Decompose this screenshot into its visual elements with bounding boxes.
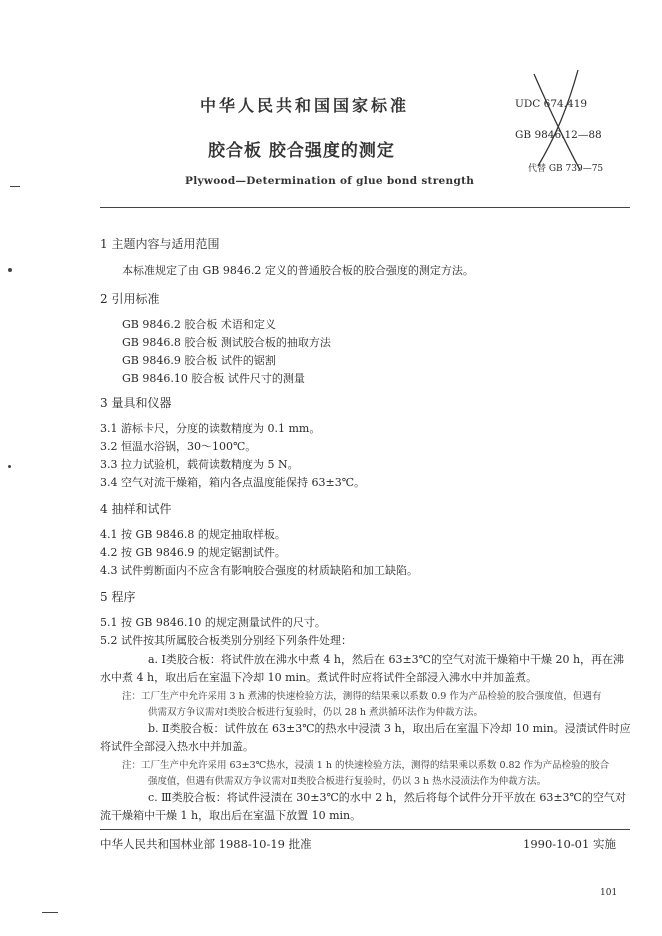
gb-number: GB 9846.12—88 xyxy=(515,129,602,141)
udc-code: UDC 674.419 xyxy=(515,98,588,110)
note-b-line: 强度值，但遇有供需双方争议需对Ⅱ类胶合板进行复验时，仍以 3 h 热水浸渍法作为仲裁方法。 xyxy=(148,776,547,787)
note-a-line: 注：工厂生产中允许采用 3 h 煮沸的快速检验方法，测得的结果乘以系数 0.9 作为产品检验的胶合强度值，但遇有 xyxy=(122,691,602,702)
condition-c-line: c. Ⅲ类胶合板：将试件浸渍在 30±3℃的水中 2 h，然后将每个试件分开平放在 63±3℃的空气对 xyxy=(148,791,626,804)
document-title-cn: 胶合板 胶合强度的测定 xyxy=(208,141,395,161)
instrument-item: 3.1 游标卡尺，分度的读数精度为 0.1 mm。 xyxy=(100,422,321,435)
procedure-item: 5.2 试件按其所属胶合板类别分别经下列条件处理： xyxy=(100,634,352,647)
sampling-item: 4.3 试件剪断面内不应含有影响胶合强度的材质缺陷和加工缺陷。 xyxy=(100,564,418,577)
national-standard-header: 中华人民共和国国家标准 xyxy=(200,96,410,115)
section-2-heading: 2 引用标准 xyxy=(100,292,160,306)
reference-item: GB 9846.2 胶合板 术语和定义 xyxy=(122,318,276,331)
instrument-item: 3.4 空气对流干燥箱，箱内各点温度能保持 63±3℃。 xyxy=(100,476,366,489)
scan-mark xyxy=(42,912,58,913)
scan-dot xyxy=(8,465,11,468)
section-4-heading: 4 抽样和试件 xyxy=(100,502,172,516)
section-3-heading: 3 量具和仪器 xyxy=(100,396,172,410)
section-1-body: 本标准规定了由 GB 9846.2 定义的普通胶合板的胶合强度的测定方法。 xyxy=(122,264,474,277)
sampling-item: 4.2 按 GB 9846.9 的规定锯割试件。 xyxy=(100,546,286,559)
reference-item: GB 9846.9 胶合板 试件的锯割 xyxy=(122,354,276,367)
instrument-item: 3.3 拉力试验机，载荷读数精度为 5 N。 xyxy=(100,458,299,471)
note-b-line: 注：工厂生产中允许采用 63±3℃热水，浸渍 1 h 的快速检验方法，测得的结果乘以系数 0.82 作为产品检验的胶合 xyxy=(122,760,610,771)
document-title-en: Plywood—Determination of glue bond strength xyxy=(185,175,475,187)
replaces-standard: 代替 GB 739—75 xyxy=(528,164,604,174)
section-1-heading: 1 主题内容与适用范围 xyxy=(100,237,220,251)
note-a-line: 供需双方争议需对Ⅰ类胶合板进行复验时，仍以 28 h 煮洪循环法作为仲裁方法。 xyxy=(148,707,484,718)
scan-mark xyxy=(10,186,20,187)
condition-b-line: b. Ⅱ类胶合板：试件放在 63±3℃的热水中浸渍 3 h，取出后在室温下冷却 10 min。浸渍试件时应 xyxy=(148,722,631,735)
condition-a-line: a. Ⅰ类胶合板：将试件放在沸水中煮 4 h，然后在 63±3℃的空气对流干燥箱中干燥 20 h，再在沸 xyxy=(148,653,625,666)
approval-line: 中华人民共和国林业部 1988-10-19 批准 xyxy=(100,837,312,851)
page-number: 101 xyxy=(600,888,618,898)
procedure-item: 5.1 按 GB 9846.10 的规定测量试件的尺寸。 xyxy=(100,616,326,629)
footer-divider xyxy=(100,829,630,830)
condition-b-line: 将试件全部浸入热水中并加盖。 xyxy=(100,740,254,753)
handwritten-cross-mark xyxy=(528,66,588,176)
condition-c-line: 流干燥箱中干燥 1 h，取出后在室温下放置 10 min。 xyxy=(100,809,362,822)
implementation-date: 1990-10-01 实施 xyxy=(523,837,616,851)
reference-item: GB 9846.8 胶合板 测试胶合板的抽取方法 xyxy=(122,336,331,349)
header-divider xyxy=(100,207,630,208)
condition-a-line: 水中煮 4 h，取出后在室温下冷却 10 min。煮试件时应将试件全部浸入沸水中并加盖煮。 xyxy=(100,671,538,684)
reference-item: GB 9846.10 胶合板 试件尺寸的测量 xyxy=(122,372,305,385)
sampling-item: 4.1 按 GB 9846.8 的规定抽取样板。 xyxy=(100,528,286,541)
scan-dot xyxy=(8,268,12,272)
section-5-heading: 5 程序 xyxy=(100,590,136,604)
instrument-item: 3.2 恒温水浴锅，30～100℃。 xyxy=(100,440,257,453)
